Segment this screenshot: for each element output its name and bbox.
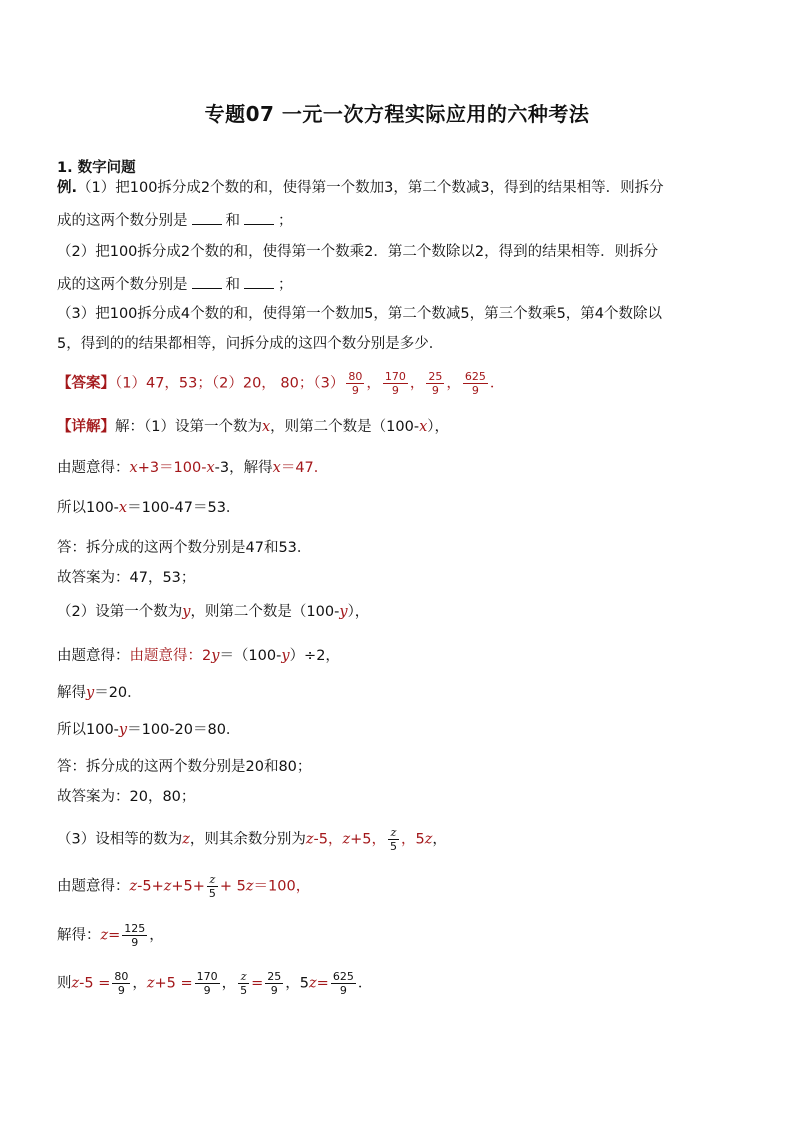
detail-text: ）， [347, 604, 370, 620]
variable: y [211, 648, 220, 664]
fraction [346, 370, 364, 397]
detail-text: （3）设相等的数为 [57, 831, 183, 848]
variable: x [118, 500, 128, 516]
fraction-numerator: 25 [267, 970, 282, 983]
equation-text: = [316, 975, 329, 992]
fraction-denominator: 9 [339, 984, 347, 997]
fraction [207, 873, 218, 900]
detail-text: ，则其余数分别为 [189, 831, 306, 848]
question-line-4 [57, 274, 744, 295]
detail-text: 解得： [57, 927, 101, 944]
variable: z [146, 975, 155, 992]
detail-text: ， [132, 975, 147, 992]
fraction-numerator: 170 [196, 970, 218, 983]
equation-text: = [251, 975, 264, 992]
page-title: 专题07 一元一次方程实际应用的六种考法 [204, 102, 590, 126]
answer-line [57, 370, 744, 397]
variable: x [272, 460, 281, 476]
fraction-denominator: 9 [471, 384, 479, 397]
fraction-numerator: 625 [464, 370, 486, 383]
separator: ， [446, 375, 461, 392]
question-line-2 [57, 210, 744, 231]
detail-text: （2）设第一个数为 [57, 604, 183, 620]
variable: x [206, 460, 215, 476]
equation-text: ＝100， [253, 878, 311, 895]
detail-text: ，5 [285, 975, 310, 992]
variable: z [424, 831, 433, 848]
fraction [265, 970, 283, 997]
detail-text: 解得 [57, 685, 86, 701]
detail-line-15 [57, 970, 744, 997]
detail-text: -3，解得 [214, 460, 273, 476]
fraction-denominator: 9 [131, 936, 139, 949]
equation-text: -5 = [79, 975, 111, 992]
separator: ， [366, 375, 381, 392]
question-line-3: （2）把100拆分成2个数的和，使得第一个数乘2．第二个数除以2，得到的结果相等．则拆分 [57, 244, 659, 260]
detail-tag: 【详解】 [57, 419, 115, 435]
detail-line-13 [57, 873, 744, 900]
detail-line-10: 答：拆分成的这两个数分别是20和80； [57, 759, 312, 775]
fraction-numerator: 80 [348, 370, 363, 383]
separator: ， [409, 375, 425, 392]
answer-blank [244, 274, 274, 289]
detail-line-2 [57, 458, 744, 478]
detail-line-11: 故答案为：20，80； [57, 789, 196, 805]
detail-text: ， [149, 927, 164, 944]
equation-text: +5 = [154, 975, 193, 992]
detail-text: ． [357, 975, 373, 992]
equation-text: -5， [313, 831, 343, 848]
fraction-numerator: z [388, 826, 399, 840]
question-text: 成的这两个数分别是 [57, 277, 188, 293]
detail-text: 由题意得： [57, 648, 130, 664]
answer-tag: 【答案】 [57, 375, 115, 392]
fraction [331, 970, 356, 997]
fraction [383, 370, 408, 397]
fraction [463, 370, 488, 397]
equation-text: ＝20． [94, 685, 142, 701]
equation-text: 由题意得：2 [129, 648, 212, 664]
period: ． [489, 375, 505, 392]
variable: z [245, 878, 254, 895]
variable: y [339, 604, 348, 620]
fraction-denominator: 9 [391, 384, 399, 397]
variable: y [118, 722, 128, 738]
variable: z [305, 831, 314, 848]
fraction-denominator: 9 [117, 984, 125, 997]
question-line-6: 5，得到的的结果都相等，问拆分成的这四个数分别是多少． [57, 336, 444, 352]
detail-line-4: 答：拆分成的这两个数分别是47和53． [57, 540, 312, 556]
fraction-denominator: 9 [203, 984, 211, 997]
equation-text: + 5 [219, 878, 246, 895]
fraction-numerator: z [207, 873, 218, 887]
fraction-denominator: 5 [240, 984, 248, 997]
variable: z [342, 831, 351, 848]
equation-text: ＝（100- [219, 648, 282, 664]
detail-text: ，则第二个数是（100- [190, 604, 340, 620]
detail-line-14 [57, 922, 744, 949]
equation-text: ）÷2， [289, 648, 340, 664]
variable: y [86, 685, 95, 701]
equation-text: -5+ [137, 878, 164, 895]
question-text: 和 [225, 277, 240, 293]
detail-line-5: 故答案为：47，53； [57, 570, 196, 586]
detail-text: 由题意得： [57, 878, 130, 895]
answer-blank [192, 210, 222, 225]
question-line-5: （3）把100拆分成4个数的和，使得第一个数加5，第二个数减5，第三个数乘5，第4个数除以 [57, 306, 663, 322]
question-text: 和 [225, 213, 240, 229]
detail-line-3 [57, 498, 744, 518]
variable: z [309, 975, 317, 992]
variable: z [71, 975, 80, 992]
fraction [426, 370, 444, 397]
fraction-denominator: 5 [390, 840, 397, 853]
equation-text: ＝100-20＝80． [127, 722, 241, 738]
detail-line-9 [57, 720, 744, 740]
fraction-denominator: 9 [351, 384, 359, 397]
fraction [122, 922, 147, 949]
fraction-denominator: 5 [208, 887, 216, 900]
detail-line-8 [57, 683, 744, 703]
detail-line-12 [57, 826, 744, 853]
detail-text: ＝100-47＝53． [127, 500, 241, 516]
equation-text: ，5 [401, 831, 425, 848]
detail-text: ）， [427, 419, 450, 435]
detail-text: ， [221, 975, 237, 992]
fraction [388, 826, 399, 853]
variable: z [129, 878, 138, 895]
detail-text: 解：（1）设第一个数为 [115, 419, 262, 435]
detail-text: 所以100- [57, 500, 119, 516]
variable: z [182, 831, 190, 848]
answer-blank [244, 210, 274, 225]
question-line-1 [57, 178, 744, 198]
fraction-numerator: 80 [114, 970, 129, 983]
detail-line-6 [57, 602, 744, 622]
fraction-numerator: 25 [428, 370, 443, 383]
detail-line-1 [57, 417, 744, 437]
answer-text: （1）47，53；（2）20， 80；（3） [115, 375, 345, 392]
detail-line-7 [57, 646, 744, 666]
detail-text: 所以100- [57, 722, 119, 738]
question-part1-line1: （1）把100拆分成2个数的和，使得第一个数加3，第二个数减3，得到的结果相等．则拆分 [77, 180, 664, 196]
section-heading: 1. 数字问题 [57, 160, 136, 176]
fraction-numerator: 625 [332, 970, 354, 983]
detail-text: ， [432, 831, 447, 848]
question-text: ； [278, 277, 293, 293]
fraction-numerator: z [238, 970, 249, 984]
variable: x [261, 419, 271, 435]
detail-text: 则 [57, 975, 72, 992]
answer-blank [192, 274, 222, 289]
fraction [195, 970, 220, 997]
variable: x [419, 419, 428, 435]
example-label: 例. [57, 180, 78, 196]
variable: y [281, 648, 290, 664]
equation-text: = [108, 927, 121, 944]
equation-text: ＝47． [280, 460, 329, 476]
fraction [112, 970, 130, 997]
detail-text: 由题意得： [57, 460, 130, 476]
fraction [238, 970, 249, 997]
fraction-numerator: 170 [384, 370, 406, 383]
equation-text: +5， [350, 831, 386, 848]
equation-text: +5+ [171, 878, 205, 895]
variable: z [163, 878, 172, 895]
variable: z [100, 927, 109, 944]
variable: x [129, 460, 138, 476]
detail-text: ，则第二个数是（100- [270, 419, 420, 435]
fraction-denominator: 9 [270, 984, 278, 997]
equation-text: +3＝100- [137, 460, 207, 476]
fraction-numerator: 125 [124, 922, 146, 935]
question-part1-line2: 成的这两个数分别是 [57, 213, 188, 229]
fraction-denominator: 9 [431, 384, 439, 397]
variable: y [182, 604, 191, 620]
question-text: ； [278, 213, 293, 229]
